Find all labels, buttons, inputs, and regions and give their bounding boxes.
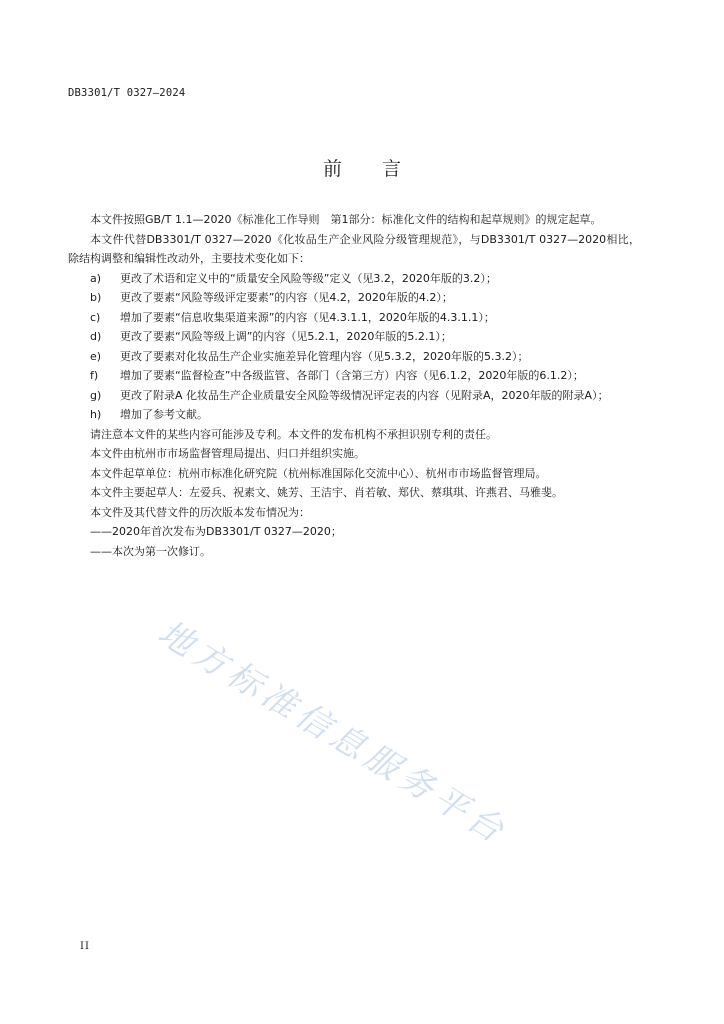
header-code: DB3301/T 0327—2024 (68, 87, 186, 99)
history-item: ——2020年首次发布为DB3301/T 0327—2020； (90, 525, 342, 538)
list-item-text: 更改了术语和定义中的“质量安全风险等级”定义（见3.2，2020年版的3.2）； (120, 271, 497, 285)
watermark: 地方标准信息服务平台 (151, 612, 515, 854)
list-item-mark: a) (90, 271, 102, 285)
list-item (68, 327, 640, 347)
list-item-mark: c) (90, 310, 101, 324)
note-history-intro: 本文件及其代替文件的历次版本发布情况为： (90, 505, 310, 519)
list-item-mark: g) (90, 388, 102, 402)
list-item-mark: e) (90, 349, 102, 363)
list-item-text: 更改了要素“风险等级评定要素”的内容（见4.2，2020年版的4.2）； (120, 291, 453, 304)
list-item (68, 308, 640, 328)
list-item-mark: h) (90, 408, 102, 421)
document-body (68, 210, 640, 561)
paragraph-drafting-rule: 本文件按照GB/T 1.1—2020《标准化工作导则 第1部分：标准化文件的结构和起草规则》的规定起草。 (90, 213, 602, 226)
list-item (68, 288, 640, 308)
paragraph-replacement: 本文件代替DB3301/T 0327—2020《化妆品生产企业风险分级管理规范》，与DB3301/T 0327—2020相比，除结构调整和编辑性改动外，主要技术变化如下： (68, 232, 640, 265)
list-item-text: 更改了要素“风险等级上调”的内容（见5.2.1，2020年版的5.2.1）； (120, 330, 452, 343)
note-drafting-units: 本文件起草单位：杭州市标准化研究院（杭州标准国际化交流中心）、杭州市市场监督管理局。 (90, 466, 547, 480)
list-item (68, 347, 640, 367)
page-title: 前言 (322, 158, 441, 180)
list-item-mark: b) (90, 291, 102, 304)
page-number: II (80, 941, 90, 952)
list-item (68, 386, 640, 406)
list-item-mark: f) (90, 369, 99, 382)
list-item-text: 更改了要素对化妆品生产企业实施差异化管理内容（见5.3.2，2020年版的5.3.2）； (120, 349, 529, 363)
list-item (68, 269, 640, 289)
list-item-text: 增加了要素“监督检查”中各级监管、各部门（含第三方）内容（见6.1.2，2020年版的6.1.2）； (120, 369, 584, 382)
list-item-text: 更改了附录A 化妆品生产企业质量安全风险等级情况评定表的内容（见附录A，2020年版的附录A）； (120, 388, 609, 402)
note-proposer: 本文件由杭州市市场监督管理局提出、归口并组织实施。 (90, 447, 365, 460)
note-drafters: 本文件主要起草人：左爱兵、祝素文、姚芳、王洁宇、肖若敏、郑伏、蔡琪琪、许燕君、马雅斐。 (90, 486, 563, 499)
list-item (68, 405, 640, 425)
list-item-text: 增加了要素“信息收集渠道来源”的内容（见4.3.1.1，2020年版的4.3.1.1）； (120, 310, 495, 324)
list-item-text: 增加了参考文献。 (120, 408, 208, 421)
list-item (68, 366, 640, 386)
note-patent: 请注意本文件的某些内容可能涉及专利。本文件的发布机构不承担识别专利的责任。 (90, 427, 497, 441)
history-item: ——本次为第一次修订。 (90, 544, 211, 558)
list-item-mark: d) (90, 330, 102, 343)
